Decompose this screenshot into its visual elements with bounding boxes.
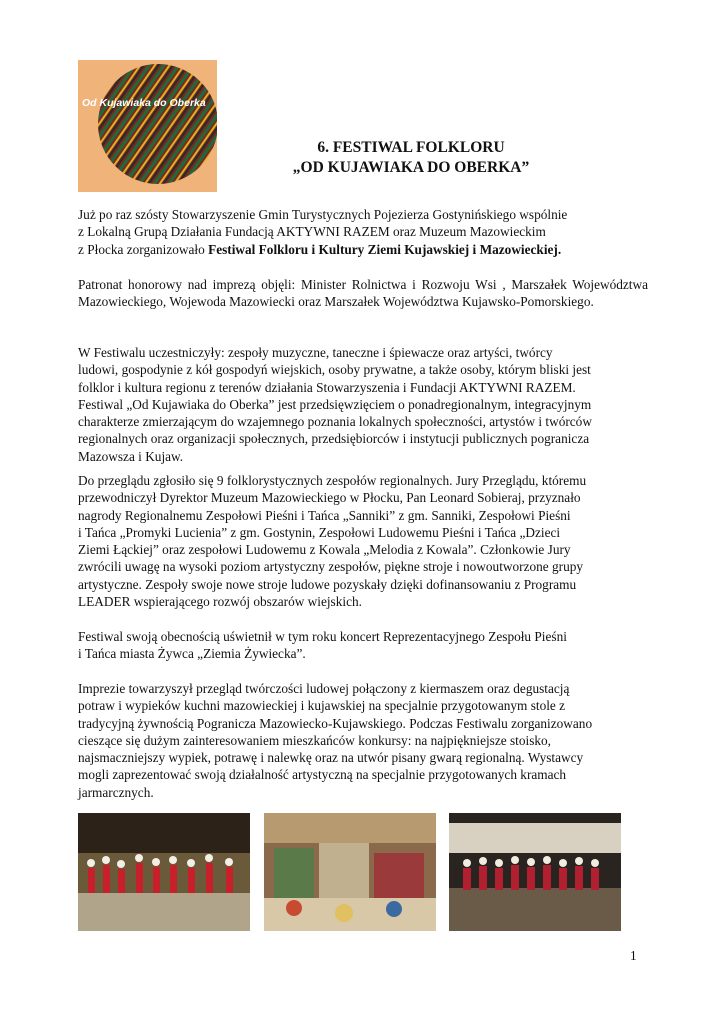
text-line: mogli zaprezentować swoją działalność artystyczną na specjalnie przygotowanych kramach	[78, 767, 567, 783]
text-line: potraw i wypieków kuchni mazowieckiej i kujawskiej na specjalnie przygotowanym stole z	[78, 698, 566, 714]
text-line: cieszące się dużym zainteresowaniem mieszkańców konkursy: na najpiękniejsze stoisko,	[78, 732, 551, 748]
paragraph-jury	[78, 472, 648, 610]
text-line: Ziemi Łąckiej” oraz zespołowi Ludowemu z Kowala „Melodia z Kowala”. Członkowie Jury	[78, 542, 571, 558]
text-line: Festiwal swoją obecnością uświetnił w tym roku koncert Reprezentacyjnego Zespołu Pieśni	[78, 629, 567, 644]
text-line: zwrócili uwagę na wysoki poziom artystyczny zespołów, piękne stroje i nowoutworzone grupy	[78, 559, 584, 575]
text-line: folklor i kultura regionu z terenów działania Stowarzyszenia i Fundacji AKTYWNI RAZEM.	[78, 379, 576, 395]
woven-circle-graphic	[98, 64, 217, 184]
paragraph-fair	[78, 680, 648, 801]
title-line-2: „OD KUJAWIAKA DO OBERKA”	[292, 159, 530, 176]
photo-handicraft-stall	[264, 813, 436, 931]
text-line: przewodniczył Dyrektor Muzeum Mazowieckiego w Płocku, Pan Leonard Sobieraj, przyznało	[78, 490, 581, 506]
text-line: nagrody Regionalnemu Zespołowi Pieśni i Tańca „Sanniki” z gm. Sanniki, Zespołowi Pieśni	[78, 507, 571, 523]
title-line-1: 6. FESTIWAL FOLKLORU	[317, 139, 505, 156]
text-line: z Płocka zorganizowało Festiwal Folkloru i Kultury Ziemi Kujawskiej i Mazowieckiej.	[78, 241, 562, 257]
text-line: jarmarcznych.	[78, 784, 154, 800]
photo-folk-dancers-stage	[78, 813, 250, 931]
text-line: Do przeglądu zgłosiło się 9 folklorystycznych zespołów regionalnych. Jury Przeglądu, któremu	[78, 473, 587, 488]
text-line: i Tańca miasta Żywca „Ziemia Żywiecka”.	[78, 646, 306, 662]
paragraph-concert	[78, 628, 648, 663]
festival-logo	[78, 60, 217, 192]
text-line: Mazowsza i Kujaw.	[78, 448, 184, 464]
paragraph-patronage: Patronat honorowy nad imprezą objęli: Minister Rolnictwa i Rozwoju Wsi , Marszałek Województwa Mazowieckiego, Wojewoda Mazowiecki oraz Marszałek Województwa Kujawsko-Pomorskiego.	[78, 277, 648, 310]
text-line: z Lokalną Grupą Działania Fundacją AKTYWNI RAZEM oraz Muzeum Mazowieckim	[78, 224, 546, 240]
text-line: Imprezie towarzyszył przegląd twórczości ludowej połączony z kiermaszem oraz degustacją	[78, 681, 570, 696]
text-line: Festiwal „Od Kujawiaka do Oberka” jest przedsięwzięciem o ponadregionalnym, integracyjnym	[78, 396, 592, 412]
logo-text	[82, 97, 206, 109]
paragraph-participants	[78, 344, 648, 465]
text-line: regionalnych oraz organizacji społecznych, przedsiębiorców i instytucji publicznych pogranicza	[78, 431, 590, 447]
text-line: tradycyjną żywnością Pogranicza Mazowiecko-Kujawskiego. Podczas Festiwalu zorganizowano	[78, 715, 593, 731]
text-line: ludowi, gospodynie z kół gospodyń wiejskich, osoby prywatne, a także osoby, którym bliski jest	[78, 362, 591, 378]
text-line: artystyczne. Zespoły swoje nowe stroje ludowe pozyskały dzięki dofinansowaniu z Programu	[78, 576, 577, 592]
text-line: najsmaczniejszy wypiek, potrawę i nalewkę oraz na utwór pisany gwarą regionalną. Wystawcy	[78, 750, 584, 766]
page-title	[216, 138, 606, 178]
text-line: i Tańca „Promyki Lucienia” z gm. Gostynin, Zespołowi Ludowemu Pieśni i Tańca „Dzieci	[78, 524, 561, 540]
photo-concert-choir	[449, 813, 621, 931]
text-line: charakterze zmierzającym do wzajemnego poznania lokalnych społeczności, artystów i twórców	[78, 414, 592, 430]
paragraph-intro	[78, 206, 648, 258]
text-line: LEADER wspierającego rozwój obszarów wiejskich.	[78, 594, 362, 610]
festival-name-bold: Festiwal Folkloru i Kultury Ziemi Kujawskiej i Mazowieckiej.	[208, 241, 562, 257]
svg-text:Od Kujawiaka do Oberka: Od Kujawiaka do Oberka	[82, 97, 206, 109]
text-line: Już po raz szósty Stowarzyszenie Gmin Turystycznych Pojezierza Gostynińskiego wspólnie	[78, 207, 568, 222]
text-line: W Festiwalu uczestniczyły: zespoły muzyczne, taneczne i śpiewacze oraz artyści, twórcy	[78, 345, 553, 360]
page-number: 1	[630, 948, 637, 963]
